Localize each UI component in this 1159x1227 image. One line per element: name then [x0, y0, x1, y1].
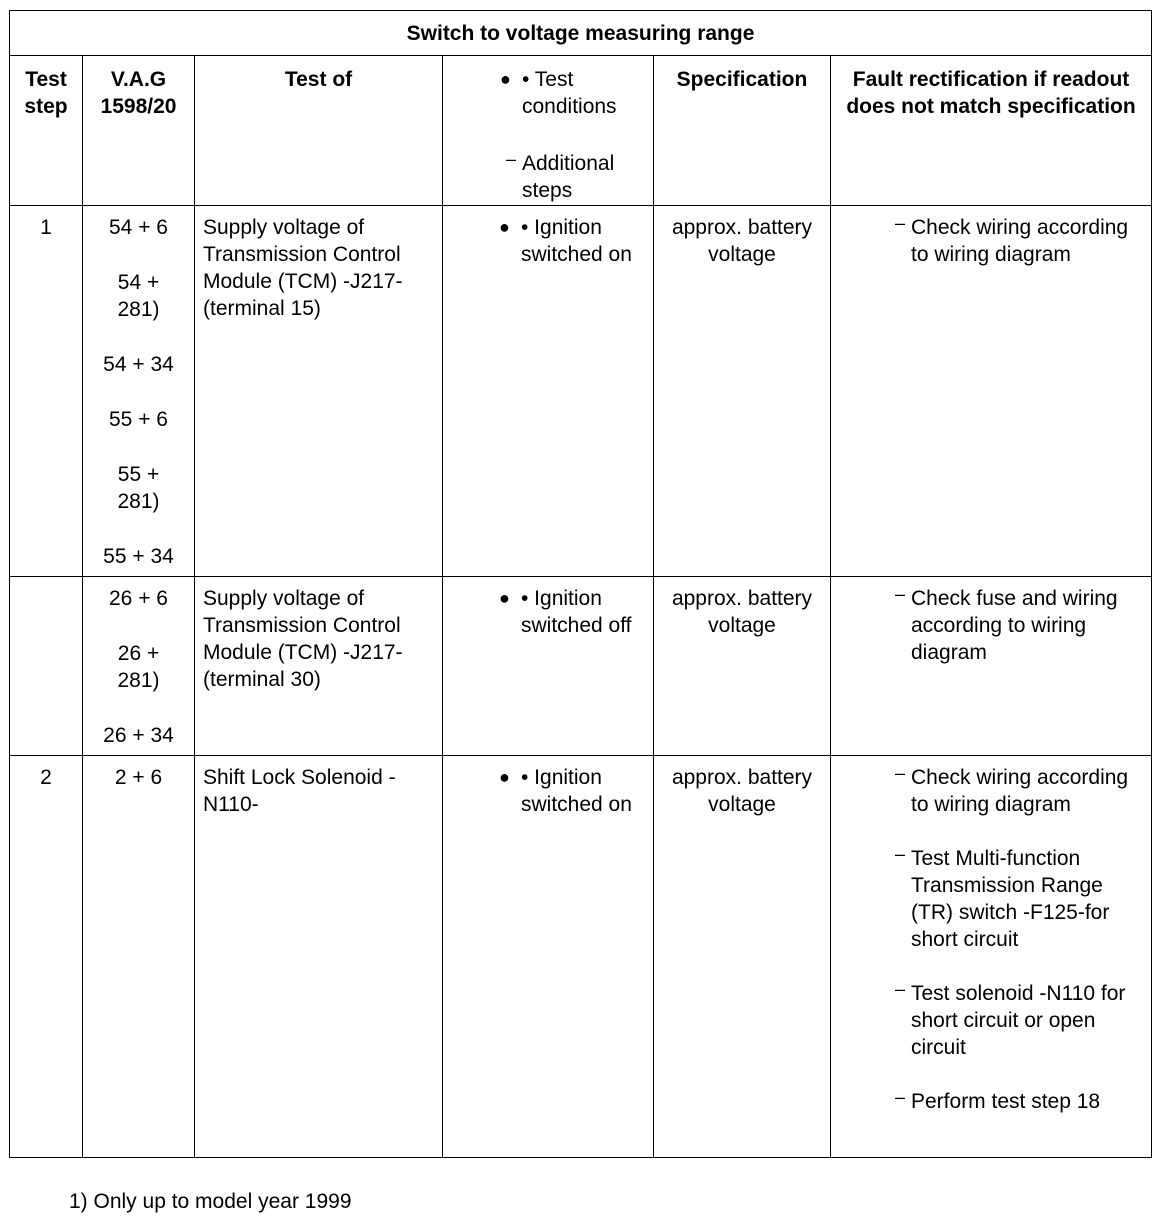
- vag-value: 26 + 34: [103, 724, 174, 747]
- cell-condition: [443, 206, 654, 577]
- dash-icon: –: [895, 979, 906, 999]
- fault-text: Test solenoid -N110 for short circuit or open circuit: [911, 982, 1126, 1059]
- cell-vag: [83, 577, 195, 756]
- fault-item: [895, 584, 1145, 666]
- dash-icon: –: [895, 844, 906, 864]
- dash-icon: –: [895, 213, 906, 233]
- cell-step: 2: [10, 756, 83, 1158]
- cell-vag: [83, 206, 195, 577]
- cell-specification: approx. battery voltage: [654, 206, 831, 577]
- bullet-icon: ●: [500, 69, 511, 89]
- cell-fault: [831, 206, 1152, 577]
- vag-value: 54 + 6: [109, 216, 168, 239]
- bullet-icon: ●: [499, 217, 510, 237]
- fault-item: [895, 979, 1145, 1061]
- fault-text: Test Multi-function Transmission Range (TR) switch -F125-for short circuit: [911, 847, 1110, 951]
- cell-condition: [443, 577, 654, 756]
- cell-test-of: Supply voltage of Transmission Control Module (TCM) -J217- (terminal 30): [195, 577, 443, 756]
- cell-vag: [83, 756, 195, 1158]
- dash-icon: –: [895, 1087, 906, 1107]
- bullet-icon: ●: [499, 588, 510, 608]
- cell-specification: approx. battery voltage: [654, 577, 831, 756]
- fault-text: Check wiring according to wiring diagram: [911, 766, 1129, 816]
- cell-step: 1: [10, 206, 83, 577]
- bullet-icon: ●: [499, 767, 510, 787]
- table-title: Switch to voltage measuring range: [10, 11, 1152, 56]
- table-row: [10, 756, 1152, 1158]
- fault-item: [895, 1087, 1145, 1115]
- header-conditions: [443, 56, 654, 206]
- cell-test-of: Supply voltage of Transmission Control Module (TCM) -J217- (terminal 15): [195, 206, 443, 577]
- cell-specification: approx. battery voltage: [654, 756, 831, 1158]
- vag-value: 26 + 281): [117, 642, 160, 692]
- cell-test-of: Shift Lock Solenoid -N110-: [195, 756, 443, 1158]
- fault-text: Perform test step 18: [911, 1090, 1101, 1113]
- fault-item: [895, 844, 1145, 953]
- vag-value: 54 + 34: [103, 353, 174, 376]
- table-row: [10, 206, 1152, 577]
- condition-text: • Ignition switched off: [521, 587, 632, 637]
- fault-item: [895, 763, 1145, 818]
- vag-value: 2 + 6: [114, 766, 163, 789]
- header-fault: Fault rectification if readout does not match specification: [831, 56, 1152, 206]
- cell-step: [10, 577, 83, 756]
- dash-icon: –: [895, 763, 906, 783]
- cell-condition: [443, 756, 654, 1158]
- fault-item: [895, 213, 1145, 268]
- table-header-row: [10, 56, 1152, 206]
- condition-text: • Ignition switched on: [521, 766, 632, 816]
- vag-value: 26 + 6: [109, 587, 168, 610]
- header-vag: V.A.G 1598/20: [83, 56, 195, 206]
- dash-icon: –: [506, 149, 517, 169]
- dash-icon: –: [895, 584, 906, 604]
- footnote: 1) Only up to model year 1999: [69, 1190, 352, 1213]
- vag-value: 54 + 281): [117, 271, 160, 321]
- vag-value: 55 + 34: [103, 545, 174, 568]
- table-row: [10, 577, 1152, 756]
- cell-fault: [831, 577, 1152, 756]
- fault-text: Check fuse and wiring according to wiring diagram: [911, 587, 1118, 664]
- fault-text: Check wiring according to wiring diagram: [911, 216, 1129, 266]
- vag-value: 55 + 6: [109, 408, 168, 431]
- header-additional-steps: Additional steps: [522, 152, 615, 202]
- vag-value: 55 + 281): [117, 463, 160, 513]
- header-test-of: Test of: [195, 56, 443, 206]
- cell-fault: [831, 756, 1152, 1158]
- measurement-table: [9, 10, 1152, 1158]
- header-test-step: Test step: [10, 56, 83, 206]
- header-test-conditions: • Test conditions: [522, 68, 617, 118]
- condition-text: • Ignition switched on: [521, 216, 632, 266]
- header-specification: Specification: [654, 56, 831, 206]
